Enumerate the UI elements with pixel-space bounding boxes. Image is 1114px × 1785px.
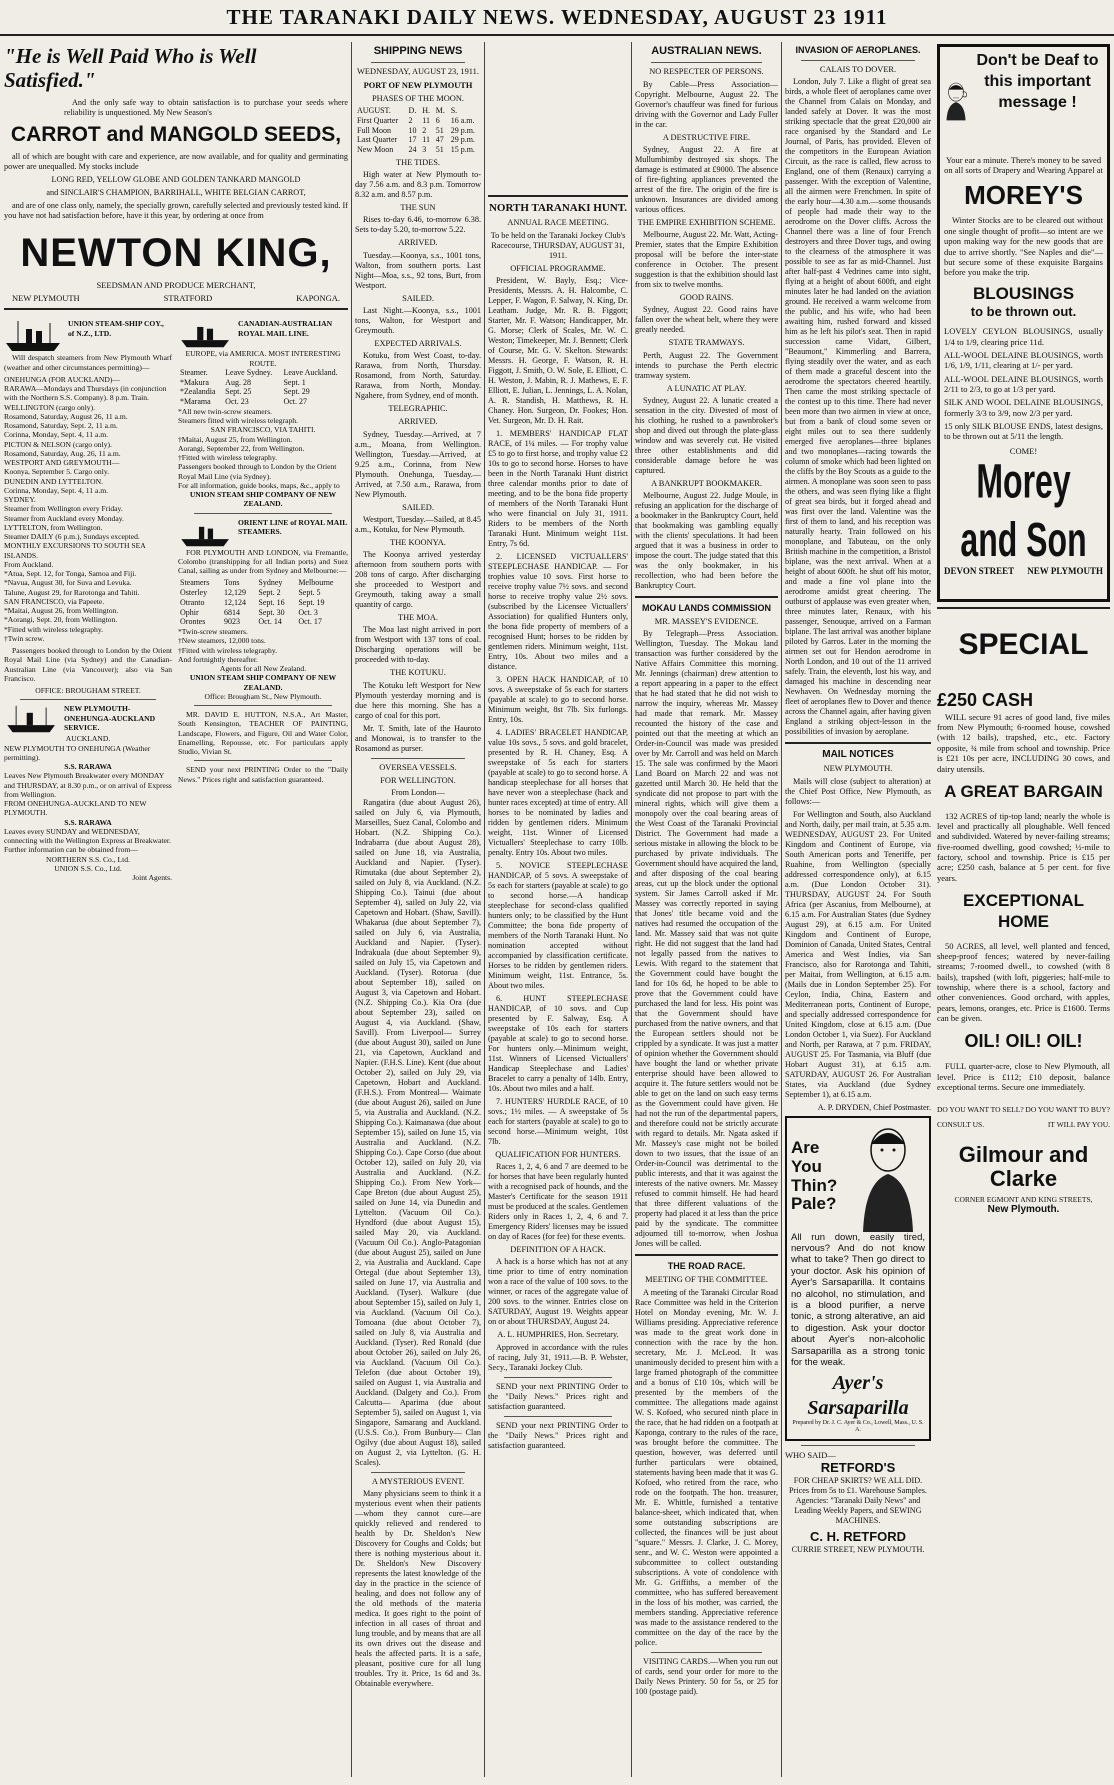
- mokau-text: By Telegraph—Press Association. Wellington, Tuesday. The Mokau land transaction was further considered by the Native Affairs Committee this morning. Mr. Jennings (chairman) drew attention to a report appearing in a paper to the effect that he had stated that he did not wish to narrow the inquiry, whereas Mr. Massey had made that remark. Mr. Massey recounted the history of the case and pointed out that the meeting at which an Order-in-Council was made was presided over by Mr. Carroll and was held on March 15. The sale was confirmed by the Maori Land Board on March 22 and was not gazetted until March 30. He held that the syndicate did not propose to part with the mineral rights, which will give them a monopoly over the coal bearing areas of the West Coast of the Taranaki Provincial District. The Government had made a serious mistake in allowing the block to be purchased by private individuals. The Government should have acquired the land, and after disposing of the coal bearing areas, cut up the block under the optional system. Sir James Carroll asked if Mr. Massey was correctly reported in saying that Jones' title became void and the natives had resumed the occupation of the land. Mr. Massey said that was not quite right. He did not suggest that the land had not legally passed from the natives to Lewis. With regard to the statement that the Government could have bought the land for 10s 6d, he hoped to be able to prove that the Government could have purchased the land for less. His point was that the Government should have purchased from the native owners, and that the European settlers should not be crippled by a syndicate. It was just a matter of opinion whether the Government should have bought the land or whether private enterprise should have been allowed to acquire it. The future settlers would not be able to get on the land on such easy terms as the Government could have given. He had not the run of the departmental papers, and therefore could not be strictly accurate with regard to details. Mr. Ngata asked if Mr. Massey's case might not be boiled down to two issues, that the issue of an Order-in-Council was detrimental to the public interests, and that it was against the interests of the native owners. Mr. Massey refused to commit himself. He had heard that three different valuations of the property had placed it at less than the price paid by the syndicate. The committee adjourned till to-morrow, when Joshua Jones will be called.: [635, 629, 778, 1249]
- road-race-heading: THE ROAD RACE.: [667, 1261, 746, 1272]
- usco-lines: [4, 375, 172, 643]
- oil-heading: OIL! OIL! OIL!: [964, 1031, 1083, 1052]
- steamship-icon: [178, 518, 234, 548]
- hunt-programme: OFFICIAL PROGRAMME.: [510, 263, 606, 273]
- usco-line: LYTTELTON, from Wellington.: [4, 522, 103, 532]
- column-rule: [484, 42, 485, 1777]
- seed-ad-quote: "He is Well Paid Who is Well Satisfied.": [4, 44, 257, 93]
- retford-text: FOR CHEAP SKIRTS? WE ALL DID. Prices from 5s to £1. Warehouse Samples. Agencies: "Taranaki Daily News" and Leading Weekly Papers, and SEWING MACHINES.: [789, 1475, 927, 1525]
- usco-text: Will despatch steamers from New Plymouth Wharf (weather and other circumstances permitting)—: [4, 353, 172, 372]
- overseas-heading: OVERSEA VESSELS.: [379, 762, 457, 772]
- news-heading: THE EMPIRE EXHIBITION SCHEME.: [637, 217, 776, 227]
- news-text: Sydney, August 22. Good rains have fallen over the wheat belt, where they were greatly needed.: [635, 305, 778, 335]
- news-heading: A LUNATIC AT PLAY.: [666, 383, 747, 393]
- orient-note: Office: Brougham St., New Plymouth.: [204, 691, 322, 701]
- aeroplanes-title: INVASION OF AEROPLANES.: [795, 45, 921, 55]
- orient-text: FOR PLYMOUTH AND LONDON, via Fremantle, Colombo (transhipping for all Indian ports) and Suez Canal, sailing as under from Sydney and Melbourne:—: [178, 547, 348, 576]
- tele-arrived-text: Sydney, Tuesday.—Arrived, at 7 a.m., Moana, from Wellington. Wellington, Tuesday.—Arrived, at 9.25 a.m., Corinna, from New Plymouth. Onehunga, Tuesday.—Arrived, at 7.50 a.m., Rarawa, from New Plymouth.: [355, 429, 481, 499]
- pay-you: IT WILL PAY YOU.: [1047, 1119, 1110, 1129]
- telegraphic-heading: TELEGRAPHIC.: [388, 404, 448, 414]
- race-entry: 2. LICENSED VICTUALLERS' STEEPLECHASE HANDICAP. — For trophies value 10 sovs. First horse to receive trophy value 7½ sovs. and second horse to receive trophy value 2½ sovs. (subscribed by the Licensee Victuallers' Association) for qualified Hunters only, the bona fide property of members of a recognised Hunt; horses to be ridden by gentlemen riders. Minimum weight, 11st. Entry, 10s. About two miles and a distance.: [488, 551, 628, 671]
- special-heading: SPECIAL: [958, 628, 1089, 662]
- usco-line: †Twin screw.: [4, 633, 45, 643]
- seed-ad-intro: And the only safe way to obtain satisfaction is to purchase your seeds where reliability is unquestioned. My New Season's: [64, 98, 348, 118]
- column-australian-news: [635, 42, 778, 1777]
- news-text: Melbourne, August 22. Mr. Watt, Acting-Premier, states that the Empire Exhibition proposal will be before the inter-state conference in October. The present suggestion is that the exhibition should last from six to twelve months.: [635, 230, 778, 290]
- blouse-item: LOVELY CEYLON BLOUSINGS, usually 1/4 to 1/9, clearing price 11d.: [944, 326, 1103, 347]
- usco-line: Steamer from Auckland every Monday.: [4, 513, 124, 523]
- seed-ad-body2: and are of one class only, namely, the specially grown, carefully selected and previously tested kind. If you have not had satisfaction before, have it this year, by ordering at once from: [4, 200, 348, 220]
- aeroplanes-sub: CALAIS TO DOVER.: [819, 64, 897, 74]
- steamship-icon: [4, 319, 64, 353]
- consult-us: CONSULT US.: [937, 1119, 985, 1129]
- usco-line: *Atua, Sept. 12, for Tonga, Samoa and Fiji.: [4, 569, 137, 579]
- orient-note: And fortnightly thereafter.: [178, 654, 258, 664]
- morey-address: DEVON STREET: [944, 566, 1015, 577]
- usco-line: RARAWA—Mondays and Thursdays (in conjunction with the Northern S.S. Company). 8 p.m. Train.: [4, 384, 167, 403]
- usco-line: PICTON & NELSON (cargo only).: [4, 439, 112, 449]
- overseas-from: From London—: [391, 788, 445, 798]
- bargain-text: 132 ACRES of tip-top land; nearly the whole is level and practically all ploughable. Well fenced and subdivided. Watered by never-failing streams; five-roomed dwelling, good cowshed; ½-mile to factory, school and township. Price is £15 per acre; £250 cash, balance at 5 per cent. for five years.: [937, 810, 1110, 883]
- printing-ad: SEND your next PRINTING Order to the "Daily News." Prices right and satisfaction guaranteed.: [178, 765, 348, 784]
- race-entry: 5. NOVICE STEEPLECHASE HANDICAP, of 5 sovs. A sweepstake of 5s each for starters (payable at scale) to go to second horse.—A handicap steeplechase for second-class qualified hunters only; to be classified by the Hunt Committee; the bona fide property of members of the North Taranaki Hunt. No nomination accepted without accompanied by classification certificate. Horses to be ridden by gentlemen riders. Minimum weight, 11st. Entrance, 5s. About two miles.: [488, 860, 628, 990]
- usco-line: Steamer DAILY (6 p.m.), Sundays excepted.: [4, 532, 140, 542]
- usco-line: MONTHLY EXCURSIONS TO SOUTH SEA ISLANDS.: [4, 541, 146, 560]
- shipping-ads-block: [4, 315, 348, 882]
- tides-text: High water at New Plymouth to-day 7.56 a.m. and 8.3 p.m. Tomorrow 8.32 a.m. and 8.57 p.m.: [355, 170, 481, 200]
- blouse-item: SILK AND WOOL DELAINE BLOUSINGS, formerly 3/3 to 3/9, now 2/3 per yard.: [944, 397, 1103, 418]
- moon-phases-table: AUGUST. D. H. M. S. First Quarter 2 11 6 16 a.m. Full Moon 10 2 51 29 p.m. Last Quarter 17 11 47 29 p.m. New Moon 24 3 51 15 p.m.: [357, 106, 475, 155]
- orient-note: UNION STEAM SHIP COMPANY OF NEW ZEALAND.: [189, 673, 337, 692]
- road-race-sub: MEETING OF THE COMMITTEE.: [645, 1275, 768, 1285]
- thrown-out: to be thrown out.: [970, 304, 1077, 320]
- sell-question: DO YOU WANT TO SELL?: [937, 1104, 1024, 1114]
- np-line: FROM ONEHUNGA-AUCKLAND TO NEW PLYMOUTH.: [4, 799, 147, 818]
- np-line: Leaves New Plymouth Breakwater every MONDAY and THURSDAY, at 8.30 p.m., or on arrival of Express from Wellington.: [4, 771, 172, 799]
- usco-line: Rosamond, Saturday, August 26, 11 a.m.: [4, 411, 128, 421]
- can-note: *All new twin-screw steamers.: [178, 406, 273, 416]
- sun-heading: THE SUN: [400, 203, 436, 213]
- hunt-approved: Approved in accordance with the rules of racing, July 31, 1911.—B. P. Webster, Secy., Taranaki Jockey Club.: [488, 1343, 628, 1373]
- hack-text: A hack is a horse which has not at any time prior to time of entry nomination won a race of the value of 100 sovs. to the winner, or races of the aggregate value of 200 sovs. to the winner. Entries close on SATURDAY, August 19. Weights appear on or about THURSDAY, August 24.: [488, 1257, 628, 1327]
- usco-line: ONEHUNGA (FOR AUCKLAND)—: [4, 374, 121, 384]
- retford-question: WHO SAID—: [785, 1449, 836, 1460]
- can-note: SAN FRANCISCO, VIA TAHITI.: [210, 425, 316, 435]
- usco-title: UNION STEAM-SHIP COY., of N.Z., LTD.: [68, 319, 164, 338]
- hunt-officials: President, W. Bayly, Esq.; Vice-Presidents, Messrs. A. H. Halcombe, C. Lepper, F. Wagon, F. Salway, N. King, Dr. Leatham. Judge, Mr. R. B. Figgott; Starter, Mr. F. Watson; Handicapper, Mr. G. Morse; Clerk of Scales, Mr. W. C. Weston; Timekeeper, Mr. J. Bennett; Clerk of Course, Mr. G. V. Skelton. Stewards: Messrs. H. George, F. Watson, R. H. Figgott, J. Smith, O. W. Sole, E. Elliott, C. H. Weston, J. Mabin, R. J. Mathews, E. F. Elliott, E. Julian, L. Jennings, L. A. Nolan, A. R. Standish, H. Matthews, R. H. Chaney. Hon. Surgeon, Dr. Fookes; Hon. Vet. Surgeon, Mr. D. H. Rait.: [488, 275, 628, 425]
- seed-ad-headline: CARROT and MANGOLD SEEDS,: [10, 123, 342, 147]
- koonya-text: The Koonya arrived yesterday afternoon from southern ports with 208 tons of cargo. After discharging she proceeded to Westport and Greymouth, taking away a small quantity of cargo.: [355, 550, 481, 610]
- moa-text: The Moa last night arrived in port from Westport with 137 tons of coal. Discharging operations will be proceeded with to-day.: [355, 625, 481, 665]
- usco-line: *Navua, August 30, for Suva and Levuka.: [4, 578, 132, 588]
- blouse-item: 15 only SILK BLOUSE ENDS, latest designs, to be thrown out at 5/11 the length.: [944, 421, 1103, 442]
- tele-arrived-heading: ARRIVED.: [398, 417, 438, 427]
- retford-bottom: C. H. RETFORD: [809, 1528, 907, 1544]
- can-note: †Fitted with wireless telegraphy.: [178, 453, 278, 463]
- ayers-ad: [785, 1116, 931, 1441]
- sailed-text: Last Night.—Koonya, s.s., 1001 tons, Walton, for Westport and Greymouth.: [355, 305, 481, 335]
- newton-king-trade: SEEDSMAN AND PRODUCE MERCHANT,: [96, 279, 256, 290]
- news-text: Sydney, August 22. A lunatic created a sensation in the city. Divested of most of his clothing, he rushed to a pawnbroker's shop and dived out through the plate-glass window and was severely cut. He visited three other establishments and did considerable damage before he was captured.: [635, 395, 778, 475]
- mail-notices-sub: NEW PLYMOUTH.: [823, 764, 893, 774]
- column-seeds-shipping: [4, 42, 348, 1777]
- canadian-title: CANADIAN-AUSTRALIAN ROYAL MAIL LINE.: [238, 319, 333, 338]
- sailed-heading: SAILED.: [402, 293, 434, 303]
- printing-ad: SEND your next PRINTING Order to the "Daily News." Prices right and satisfaction guaranteed.: [488, 1421, 628, 1451]
- mail-signature: A. P. DRYDEN, Chief Postmaster.: [817, 1102, 931, 1112]
- np-service-title: NEW PLYMOUTH-ONEHUNGA-AUCKLAND SERVICE.: [64, 704, 156, 732]
- usco-office: OFFICE: BROUGHAM STREET.: [35, 686, 141, 696]
- morey-and-son: Morey and Son: [960, 454, 1087, 567]
- can-note: Passengers booked through to London by the Orient Royal Mail Line (via Sydney).: [178, 462, 337, 481]
- np-line: S.S. RARAWA: [64, 817, 112, 827]
- kotuku-text: The Kotuku left Westport for New Plymouth yesterday morning and is due here this morning. She has a cargo of coal for this port.: [355, 680, 481, 720]
- kotuku-heading: THE KOTUKU.: [390, 668, 446, 678]
- usco-line: WESTPORT AND GREYMOUTH—: [4, 458, 120, 468]
- mail-intro: Mails will close (subject to alteration) at the Chief Post Office, New Plymouth, as follows:—: [785, 776, 931, 806]
- orient-title: ORIENT LINE of ROYAL MAIL STEAMERS.: [238, 517, 347, 536]
- shipping-port: PORT OF NEW PLYMOUTH: [363, 80, 473, 90]
- newton-king-name: NEWTON KING,: [20, 230, 332, 275]
- usco-line: Steamer from Wellington every Friday.: [4, 504, 123, 514]
- retford-address: CURRIE STREET, NEW PLYMOUTH.: [791, 1544, 925, 1554]
- usco-booking: Passengers booked through to London by the Orient Royal Mail Line (via Sydney) and the Canadian-Australian Line (via Vancouver); also via San Francisco.: [4, 646, 172, 683]
- usco-line: Corinna, Monday, Sept. 4, 11 a.m.: [4, 430, 109, 440]
- shipping-subcol-left: [4, 315, 172, 882]
- usco-line: Koonya, September 5. Cargo only.: [4, 467, 110, 477]
- qualification-heading: QUALIFICATION FOR HUNTERS.: [495, 1149, 621, 1159]
- gilmour-clarke-address: CORNER EGMONT AND KING STREETS,: [954, 1195, 1093, 1205]
- hunt-title: NORTH TARANAKI HUNT.: [488, 202, 628, 214]
- gilmour-clarke-town: New Plymouth.: [987, 1204, 1060, 1216]
- cash-heading: £250 CASH: [937, 689, 1034, 710]
- blouse-item: ALL-WOOL DELAINE BLOUSINGS, worth 1/6, 1/9, 1/11, clearing at 1/- per yard.: [944, 349, 1103, 371]
- qualification-text: Races 1, 2, 4, 6 and 7 are deemed to be for horses that have been regularly hunted with a recognised pack of hounds, and the Master's Certificate for the season 1911 must be produced at the scales. Gentlemen Riders only in Races 1, 2, 4, 6 and 7. Emergency Riders' licenses may be issued on day of Races (for fee) for these events.: [488, 1162, 628, 1242]
- deaf-title: Don't be Deaf to this important message !: [976, 52, 1099, 111]
- overseas-sub: FOR WELLINGTON.: [380, 775, 456, 785]
- shipping-date: WEDNESDAY, AUGUST 23, 1911.: [357, 67, 479, 77]
- usco-line: Corinna, Monday, Sept. 4, 11 a.m.: [4, 485, 109, 495]
- race-entry: 4. LADIES' BRACELET HANDICAP, value 10s sovs., 5 sovs. and gold bracelet, presented by R. H. Chaney, Esq. A sweepstake of 5s each for starters (payable at scale) to go to second horse. A handicap steeplechase for all horses that have never won a steeplechase (hack and hunter races excepted) at time of entry. All horses to be nominated by ladies and ridden by gentlemen riders. Minimum weight, 11st. Winner of Licensed Victuallers' Steeplechase to carry 10lb. penalty. Entry 10s. About two miles.: [488, 727, 628, 857]
- usco-line: SYDNEY.: [4, 495, 36, 505]
- news-text: Sydney, August 22. A fire at Mullumbimby destroyed six shops. The damage is estimated at £9000. The absence of fire-fighting appliances prevented the arrest of the fire. The origin of the fire is unknown. Insurances are divided among various offices.: [635, 144, 778, 214]
- orient-note: Agents for all New Zealand.: [219, 664, 307, 674]
- news-heading: STATE TRAMWAYS.: [668, 338, 745, 348]
- expected-text: Kotuku, from West Coast, to-day. Rarawa, from North, Thursday. Rosamond, from North, Saturday. Rarawa, from North, Monday. Ngahere, from Sydney, end of month.: [355, 351, 481, 401]
- np-line: NORTHERN S.S. Co., Ltd.: [46, 854, 130, 864]
- blousings-title: BLOUSINGS: [972, 283, 1075, 303]
- shipping-news-title: SHIPPING NEWS: [373, 45, 463, 57]
- ayers-question: Are You Thin? Pale?: [791, 1138, 838, 1214]
- can-note: Aorangi, September 22, from Wellington.: [178, 443, 305, 453]
- town: STRATFORD: [163, 293, 213, 304]
- australian-news-title: AUSTRALIAN NEWS.: [651, 45, 762, 57]
- column-shipping-news: [355, 42, 481, 1777]
- overseas-text: Rangatira (due about August 26), sailed on July 6, via Plymouth, Marseilles, Suez Canal, Colombo and Hobart. (N.Z. Shipping Co.). Indrabarra (due about August 28), sailed on June 18, via Australia, Auckland and Napier. (Tyser). Rimutaka (due about September 2), sailed on July 8, via Auckland. (N.Z. Shipping Co.). Tainui (due about September 4), sailed on July 22, via Capetown and Hobart. (Shaw, Savill). Whakarua (due about September 7), sailed on July 6, via Australia, Auckland and Napier. (Tyser). Indrakuala (due about September 9), sailed on July 15, via Capetown and Auckland. (Tyser). Rotorua (due about September 18), sailed on August 3, via Capetown and Hobart. (N.Z. Shipping Co.). Kia Ora (due about September 23), sailed on August 4, via Auckland. (Shaw, Savill). From Liverpool— Surrey (due about August 30), sailed on June 21, via Capetown, Auckland and Napier. (F.H.S. Line). Kent (due about October 2), sailed on July 29, via Capetown, Hobart and Auckland. (F.H.S.). From Montreal— Waimate (due about August 26), sailed on June 5, via Australia and Auckland. (N.Z. Shipping Co.). Kaimanawa (due about September 15), sailed on June 15, via Australia and Auckland. (N.Z. Shipping Co.). Cape Corso (due about October 12), sailed on July 20, via Australia and Auckland. (N.Z. Shipping Co.). From New York— Cape Breton (due about August 25), sailed on June 14, via Dunedin and Lyttelton. (Vacuum Oil Co.). Hyndford (due about August 15), sailed May 20, via Auckland. (Vacuum Oil Co.). Anglo-Patagonian (due about August 25), sailed on June 2, via Australia and Auckland. Cape Ortegal (due about September 13), sailed on June 17, via Australia and Auckland. (Tyser). Walkure (due about September 15), sailed on July 1, via Auckland. (Vacuum Oil Co.). Tomoana (due about October 7), sailed on July 8, via Australia and Auckland. (Tyser). Red Ronald (due about October 26), sailed on July 26, via Auckland. (Vacuum Oil Co.). Telefon (due about October 19), sailed on August 1, via Australia and Auckland. (Dalgety and Co.). From Calcutta— Aparima (due about September 5), sailed on August 1, via Singapore, Samarang and Auckland. (U.S.S. Co.). From Bunbury— Clan Ogilvy (due about August 18), sailed on August 2, via Lyttelton. (G. H. Scales).: [355, 798, 481, 1468]
- canadian-schedule-table: Steamer. Leave Sydney. Leave Auckland. *Makura Aug. 28 Sept. 1 *Zealandia Sept. 25 Sept. 29 *Marama Oct. 23 Oct. 27: [180, 367, 338, 407]
- hunt-held: To be held on the Taranaki Jockey Club's Racecourse, THURSDAY, AUGUST 31, 1911.: [490, 230, 626, 260]
- np-line: Further information can be obtained from—: [4, 845, 138, 855]
- mokau-heading: MOKAU LANDS COMMISSION: [642, 603, 771, 614]
- news-heading: A DESTRUCTIVE FIRE.: [662, 132, 751, 142]
- usco-line: *Fitted with wireless telegraphy.: [4, 624, 104, 634]
- masthead: THE TARANAKI DAILY NEWS. WEDNESDAY, AUGUST 23 1911: [0, 0, 1114, 36]
- morey-text: Winter Stocks are to be cleared out without one single thought of profit—so intent are we upon making way for the new goods that are due to arrive shortly. "See Naples and die"—but secure some of these exquisite Bargains before you make the trip.: [944, 215, 1103, 278]
- cash-text: WILL secure 91 acres of good land, five miles from New Plymouth; 6-roomed house, cowshed (with 12 bails), trapshed, etc., etc. Factory opposite, ¾ mile from school and township. Price is £21 10s per acre, INCLUDING 30 cows, and dairy utensils.: [937, 711, 1110, 774]
- koonya-heading: THE KOONYA.: [390, 537, 446, 547]
- can-note: For all information, guide books, maps, &c., apply to: [178, 480, 340, 490]
- arrived-text: Tuesday.—Koonya, s.s., 1001 tons, Walton, from southern ports. Last Night—Moa, s.s., 92 tons, Burt, from Westport.: [355, 250, 481, 290]
- can-note: †Maitai, August 25, from Wellington.: [178, 434, 293, 444]
- can-note: UNION STEAM SHIP COMPANY OF NEW ZEALAND.: [189, 490, 337, 509]
- usco-line: Rosamond, Saturday, Sept. 2, 11 a.m.: [4, 421, 118, 431]
- town: NEW PLYMOUTH: [12, 293, 80, 304]
- expected-heading: EXPECTED ARRIVALS.: [374, 338, 462, 348]
- orient-note: *Twin-screw steamers.: [178, 627, 248, 637]
- blouse-item: ALL-WOOL DELAINE BLOUSINGS, worth 2/11 to 2/3, to go at 1/3 per yard.: [944, 373, 1103, 394]
- moreys-title: MOREY'S: [964, 179, 1083, 210]
- hunt-signature: A. L. HUMPHRIES, Hon. Secretary.: [497, 1330, 619, 1340]
- usco-line: Talune, August 29, for Rarotonga and Tahiti.: [4, 587, 140, 597]
- pale-woman-illustration-icon: [853, 1122, 923, 1232]
- news-heading: GOOD RAINS.: [679, 293, 734, 303]
- hack-heading: DEFINITION OF A HACK.: [510, 1245, 606, 1255]
- home-heading: EXCEPTIONAL HOME: [963, 891, 1084, 931]
- tele-sailed-heading: SAILED.: [402, 502, 434, 512]
- np-line: S.S. RARAWA: [64, 762, 112, 772]
- ayers-brand: Ayer's Sarsaparilla: [807, 1372, 909, 1419]
- tides-heading: THE TIDES.: [395, 157, 441, 167]
- column-morey-land: [937, 42, 1110, 1777]
- ayers-small-print: Prepared by Dr. J. C. Ayer & Co., Lowell, Mass., U. S. A.: [792, 1420, 924, 1434]
- morey-ad: [937, 44, 1110, 602]
- seed-ad-list2: and SINCLAIR'S CHAMPION, BARRIHALL, WHITE BELGIAN CARROT,: [46, 187, 306, 197]
- column-rule: [351, 42, 352, 1777]
- home-text: 50 ACRES, all level, well planted and fenced, sheep-proof fences; watered by never-failing streams; 7-roomed dwell., to cowshed (with 8 bails), trapshed (with loft, piggeries; half-mile to township, where there is a school, factory and other conveniences. Good orchard, with apples, pears, lemons, oranges, etc. Price is £1600. Terms can be given.: [937, 940, 1110, 1024]
- purser-text: Mr. T. Smith, late of the Hauroto and Monowai, is to transfer to the Rosamond as purser.: [355, 723, 481, 753]
- np-line: Joint Agents.: [132, 873, 172, 883]
- column-hunt-races: [488, 190, 628, 1777]
- np-line: UNION S.S. Co., Ltd.: [54, 863, 122, 873]
- shipping-subcol-right: [178, 315, 348, 882]
- moon-phases-heading: PHASES OF THE MOON.: [372, 93, 464, 103]
- np-service-sub: AUCKLAND.: [65, 734, 111, 744]
- mail-text: For Wellington and South, also Auckland and North, daily, per mail train, at 5.35 a.m. WEDNESDAY, AUGUST 23. For United Kingdom and Continent of Europe, via South American ports and Teneriffe, per Ruahine, from Wellington (specially addressed correspondence only), at 6.15 a.m. (Due London October 31). THURSDAY, AUGUST 24. For South Africa (per Ascanius, from Melbourne), at 6.15 a.m. For Australian States (due Sydney August 29), at 6.15 a.m. For United Kingdom and Continent of Europe, Dominion of Canada, United States, Central America and West Indies, via San Francisco, also for Rarotonga and Tahiti, per Maitai, from Wellington, at 6.15 a.m. (Mails due in London September 25). For Ceylon, India, China, Eastern and Mediterranean ports, Continent of Europe, and specially addressed correspondence for United Kingdom, close at 6.15 a.m. (Due London October 1, via Suez). For Auckland and North, per Rarawa, at 7 p.m. FRIDAY, AUGUST 25. For Tasmania, via Bluff (due Hobart August 31), at 6.15 a.m. SATURDAY, AUGUST 26. For Australian States, via Auckland (due Sydney September 1), at 6.15 a.m.: [785, 809, 931, 1099]
- mokau-sub: MR. MASSEY'S EVIDENCE.: [654, 617, 759, 627]
- orient-note: †New steamers, 12,000 tons.: [178, 636, 266, 646]
- column-rule: [631, 42, 632, 1777]
- race-entry: 7. HUNTERS' HURDLE RACE, of 10 sovs.; 1½ miles. — A sweepstake of 5s each for starters (payable at scale) to go to second horse.—Minimum weight, 10st 7lb.: [488, 1096, 628, 1146]
- usco-line: SAN FRANCISCO, via Papeete.: [4, 596, 105, 606]
- sun-text: Rises to-day 6.46, to-morrow 6.38. Sets to-day 5.20, to-morrow 5.22.: [355, 215, 481, 235]
- visiting-cards-ad: VISITING CARDS.—When you run out of cards, send your order for more to the Daily News Printery. 50 for 5s, or 25 for 100 (postage paid).: [635, 1656, 778, 1696]
- come-label: COME!: [1009, 445, 1038, 456]
- road-race-text: A meeting of the Taranaki Circular Road Race Committee was held in the Criterion Hotel on Monday evening, Mr. W. J. Williams presiding. Appreciative reference was made to the great work done in connection with the race by the hon. secretary, Mr. J. McLeod. It was unanimously decided to present him with a large framed photograph of the committee and a bonus of £10 10s, which will be presented by the members of the committee. The allegations made against W. S. Kofoed, who secured ninth place in the race, that he had ridden on a footpath at Kaponga, contrary to the rules of the race, was brought before the committee. The question, however, was deferred until further particulars were obtained, statements having been made that it was G. Kofoed, who retired from the race, who rode on the footpath. The hon. treasurer, Mr. E. Whittle, furnished a tentative balance-sheet, which indicated that, when some outstanding subscriptions are collected, the finances will be just about "square." Messrs. J. Clarke, J. C. Morey, senr., and W. C. Weston were appointed a subcommittee to collect outstanding subscriptions. A vote of condolence with Mr. G. Griffiths, a member of the committee, who has suffered bereavement in the loss of his mother, was carried, the members standing. Appreciative reference was made to the assistance rendered to the committee on the day of the race by the police.: [635, 1287, 778, 1647]
- gilmour-clarke-name: Gilmour and Clarke: [958, 1141, 1089, 1191]
- mystery-heading: A MYSTERIOUS EVENT.: [371, 1477, 465, 1487]
- race-entry: 3. OPEN HACK HANDICAP, of 10 sovs. A sweepstake of 5s each for starters (payable at scale) to go to second horse. Minimum weight, 8st 7lb. Six furlongs. Entry, 10s.: [488, 674, 628, 724]
- bargain-heading: A GREAT BARGAIN: [944, 781, 1103, 801]
- moa-heading: THE MOA.: [397, 613, 438, 623]
- seed-ad-list1: LONG RED, YELLOW GLOBE AND GOLDEN TANKARD MANGOLD: [51, 174, 301, 184]
- seed-ad-body1: all of which are bought with care and experience, are now available, and for quality and germinating power are unequalled. My stocks include: [4, 151, 348, 171]
- usco-line: From Auckland.: [4, 559, 54, 569]
- usco-line: WELLINGTON (cargo only).: [4, 402, 96, 412]
- usco-line: *Aorangi, Sept. 20, from Wellington.: [4, 615, 118, 625]
- race-entry: 6. HUNT STEEPLECHASE HANDICAP, of 10 sovs. and Cup presented by F. Salway, Esq. A sweepstake of 10s each for starters (payable at scale) to go to second horse. For hunters only.—Minimum weight, 11st. Winners of Licensed Victuallers' Handicap Steeplechase and Ladies' Bracelet to carry a penalty of 14lb. Entry, 10s. About two miles and a half.: [488, 993, 628, 1093]
- hutton-ad: MR. DAVID E. HUTTON, N.S.A., Art Master, South Kensington, TEACHER OF PAINTING, Landscape, Flowers, and Figure, Oil and Water Color, Enamelling, Repousse, etc. For particulars apply Studio, Vivian St.: [178, 710, 348, 757]
- orient-schedule-table: Steamers Tons Sydney Melbourne Osterley 12,129 Sept. 2 Sept. 5 Otranto 12,124 Sept. 16 Sept. 19 Ophir 6814 Sept. 30 Oct. 3 Orontes 9023 Oct. 14 Oct. 17: [180, 578, 334, 627]
- canadian-sub: EUROPE, via AMERICA. MOST INTERESTING ROUTE.: [185, 349, 341, 368]
- newton-king-towns: [12, 293, 340, 303]
- can-note: Steamers fitted with wireless telegraph.: [178, 416, 298, 426]
- oil-text: FULL quarter-acre, close to New Plymouth, all level. Price is £112; £10 deposit, balance exceptional terms. Secure one immediately.: [937, 1061, 1110, 1093]
- printing-ad: SEND your next PRINTING Order to the "Daily News." Prices right and satisfaction guaranteed.: [488, 1382, 628, 1412]
- mail-notices-title: MAIL NOTICES: [822, 749, 894, 761]
- town: KAPONGA.: [296, 293, 340, 304]
- ayers-text: All run down, easily tired, nervous? And do not know what to take? Then go direct to your doctor. Ask his opinion of Ayer's Sarsaparilla. It contains no alcohol, no stimulation, and is a blood purifier, a nerve tonic, a strong alterative, an aid to digestion. Ask your doctor about Ayer's non-alcoholic Sarsaparilla as a strong tonic for the weak.: [791, 1231, 925, 1368]
- man-listening-illustration-icon: [944, 51, 968, 149]
- aeroplanes-text: London, July 7. Like a flight of great sea birds, a whole fleet of aeroplanes came over the Channel from Calais on Monday, and landed safely at Dover. It was the most striking spectacle that the great £20,000 air race organised by the Standard and Le Journal, of Paris, has provided. Eleven of the competitors in the European Aviation Circuit, as the race is called, flew across to England, one of them (Renaux) carrying a passenger. With the exception of Valentine, all the airmen were Frenchmen. In spite of the early hour—4.30 a.m.—some thousands of people had made their way to the aerodrome on the Dover cliffs. Across the Channel there was a line of four French destroyers and three Dover tugs, and owing to the clearness of the atmosphere it was possible to see as far as mid-Channel. Just after half-past 4 Vedrines came into sight, flying at a height of about 600ft, and eight minutes later he had landed on the aviation ground. He received a warm welcome from the public, and his wife, who had been awaiting him, rushed forward and kissed him as he left his pilot's seat. Then in rapid succession came Vidart, Gilbert, "Beaumont," Kimmerling and Barrera, flying steadily over the water, and as each of them made a graceful descent into the aerodrome the spectators cheered heartily. Then came the most striking spectacle of the contest up to this time. There had never been more than two airmen in view at once, but from a bank of cloud some seven or eight miles out to sea there suddenly emerged five aeroplanes—three biplanes and two monoplanes—racing towards the column of smoke which had been lighted on the cliffs by the Boy Scouts as a guide to the airmen. A monoplane was soon seen to pass the others, and was seen flying like a flight of great sea birds, but it forged ahead and was first over the land. Valentine was the first of them to land, and his reception was naturally hearty. Train followed on his monoplane, and Tabuteau, on the only British machine in the competition, a Bristol biplane, was the next arrival. When at a height of about 600ft. he shut off his motor, and made a fine vol plane into the aerodrome amidst great cheering. The outburst of applause was even greater when, three minutes later, Renaux, with his passenger, Senouque, arrived on a Farman biplane. The last arrival was another biplane piloted by Garros. Later in the morning the airmen set out for Hendon aerodrome in North London, and 10 out of the 11 arrived safely. Train, the eleventh, lost his way, and damaged his machine in descending near Newhaven. On Wednesday morning the fleet of aeroplanes flew to Dover and thence across the Channel again, after having given England a striking object-lesson in the possibilities of invasion by aeroplane.: [785, 77, 931, 737]
- arrived-heading: ARRIVED.: [398, 238, 438, 248]
- news-text: Melbourne, August 22. Judge Moule, in refusing an application for the discharge of a bookmaker in the Bankruptcy Court, held that bookmaking was gambling equally with the clients' speculations. It had been argued that it was a business in order to impose the court. The judge stated that this was the only bookmaker, in his recollection, who had been before the Bankruptcy Court.: [635, 491, 778, 591]
- race-entry: 1. MEMBERS' HANDICAP FLAT RACE, of 1¼ miles. — For trophy value £5 to go to first horse, and trophy value £2 10s to go to second horse. Horses to have been in the North Taranaki Hunt district three calendar months prior to date of meeting, and to be the bona fide property of members of the North Taranaki Hunt who were financial on July 31, 1911. Riders to be members of the North Taranaki Hunt. Minimum weight 11st. Entry, 7s 6d.: [488, 428, 628, 548]
- np-line: NEW PLYMOUTH TO ONEHUNGA (Weather permitting).: [4, 743, 151, 762]
- buy-question: DO YOU WANT TO BUY?: [1025, 1104, 1110, 1114]
- usco-line: DUNEDIN AND LYTTELTON.: [4, 476, 104, 486]
- mystery-text: Many physicians seem to think it a mysterious event when their patients—whom they cannot cure—are quickly relieved and rendered to health by Dr. Sheldon's New Discovery for Coughs and Colds; but there is nothing mysterious about it. Dr. Sheldon's New Discovery represents the latest knowledge of the day in the practice in the science of healing, and does not follow any of the old methods of the materia medica. It goes right to the point of infection in all cases of throat and lung trouble, and by means that are all its own drives out the disease and heals the affected parts. It is a safe, pleasant, positive cure for all lung troubles. Try it. Price, 1s 6d and 3s. Obtainable everywhere.: [355, 1489, 481, 1689]
- np-line: Leaves every SUNDAY and WEDNESDAY, connecting with the Wellington Express at Breakwater.: [4, 826, 171, 846]
- orient-note: †Fitted with wireless telegraphy.: [178, 645, 278, 655]
- morey-address: NEW PLYMOUTH: [1027, 566, 1103, 577]
- news-heading: A BANKRUPT BOOKMAKER.: [651, 478, 762, 488]
- retford-name: RETFORD'S: [820, 1460, 896, 1476]
- news-heading: NO RESPECTER OF PERSONS.: [649, 67, 764, 77]
- column-rule: [781, 42, 782, 1777]
- usco-line: Rosamond, Saturday, Aug. 26, 11 a.m.: [4, 448, 121, 458]
- tele-sailed-text: Westport, Tuesday.—Sailed, at 8.45 a.m., Kotuku, for New Plymouth.: [355, 514, 481, 534]
- usco-line: *Maitai, August 26, from Wellington.: [4, 606, 119, 616]
- steamship-icon: [178, 319, 234, 349]
- news-text: By Cable—Press Association—Copyright. Melbourne, August 22. The Governor's chauffeur was fined for furious driving with the Governor and Lady Fuller in the car.: [635, 79, 778, 129]
- news-text: Perth, August 22. The Government intends to purchase the Perth electric tramway system.: [635, 350, 778, 380]
- morey-intro: Your ear a minute. There's money to be saved on all sorts of Drapery and Wearing Apparel at: [944, 155, 1103, 176]
- column-aeroplanes-mail: [785, 42, 931, 1777]
- hunt-sub: ANNUAL RACE MEETING.: [507, 218, 609, 228]
- steamship-icon: [4, 704, 60, 734]
